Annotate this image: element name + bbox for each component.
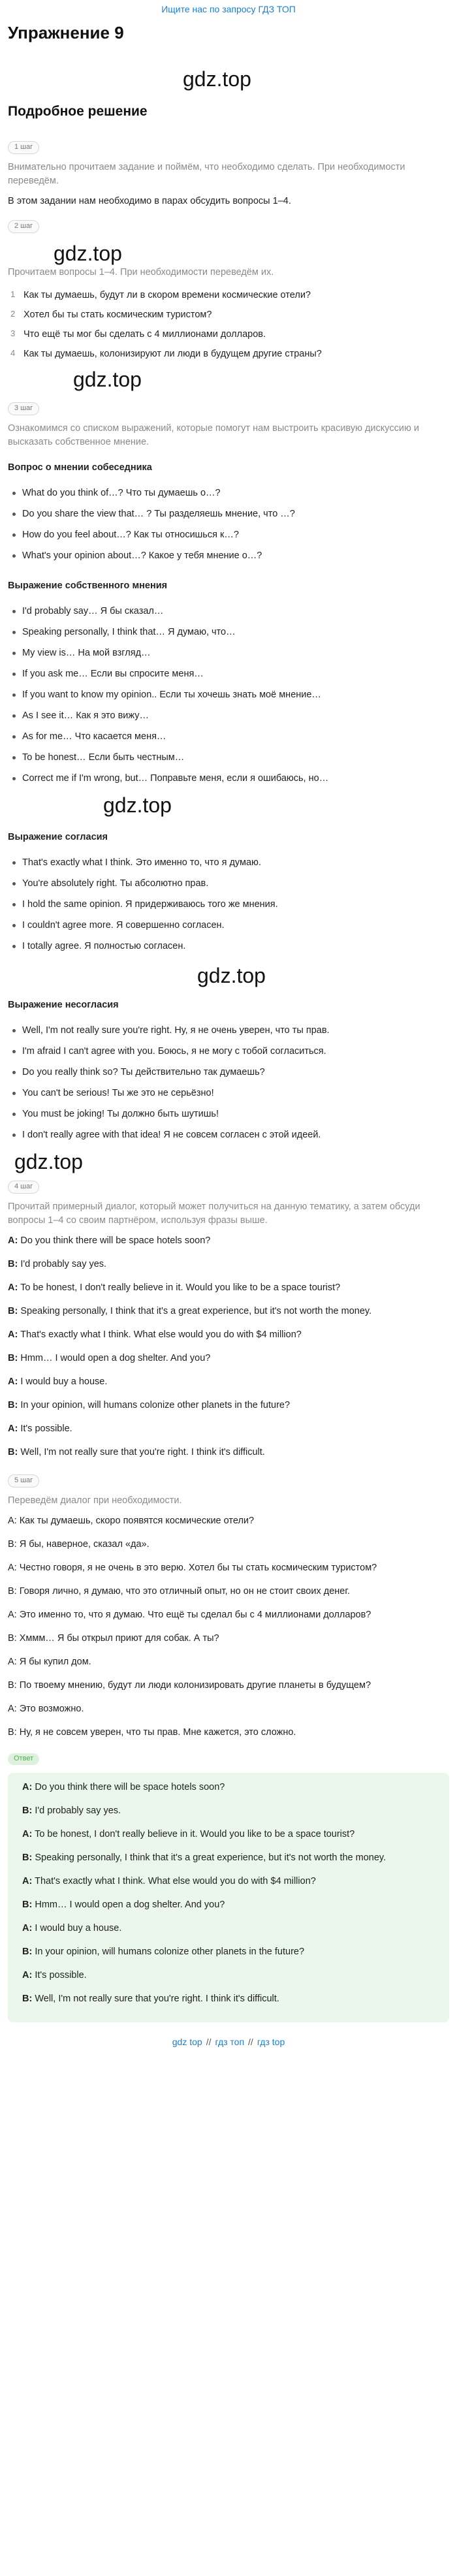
list-item: You must be joking! Ты должно быть шутишь! xyxy=(8,1105,449,1126)
item-text: Как ты думаешь, будут ли в скором времени космические отели? xyxy=(24,290,311,301)
list-item: Do you really think so? Ты действительно так думаешь? xyxy=(8,1063,449,1084)
dialogue-line xyxy=(8,1702,449,1721)
list-item: You can't be serious! Ты же это не серьёзно! xyxy=(8,1084,449,1105)
dialogue-line xyxy=(8,1446,449,1464)
answer-box xyxy=(8,1773,449,2022)
speaker: В: xyxy=(8,1727,17,1738)
list-item: You're absolutely right. Ты абсолютно прав. xyxy=(8,874,449,895)
line-text: Do you think there will be space hotels soon? xyxy=(20,1235,211,1247)
speaker: А: xyxy=(8,1516,17,1527)
watermark: gdz.top xyxy=(197,964,266,988)
item-number: 4 xyxy=(10,348,16,358)
speaker: B: xyxy=(22,1805,33,1817)
speaker: А: xyxy=(8,1657,17,1668)
answer-badge: Ответ xyxy=(8,1753,39,1765)
dialogue-line xyxy=(8,1305,449,1323)
dialogue-line xyxy=(8,1538,449,1556)
line-text: Well, I'm not really sure that you're right. I think it's difficult. xyxy=(35,1994,279,2005)
dialogue-line xyxy=(8,1608,449,1627)
speaker: A: xyxy=(8,1423,18,1435)
dialogue-line xyxy=(22,1969,440,1987)
list-item: Correct me if I'm wrong, but… Поправьте меня, если я ошибаюсь, но… xyxy=(8,769,449,790)
separator: // xyxy=(206,2037,212,2048)
speaker: B: xyxy=(22,1852,33,1864)
list-item: As I see it… Как я это вижу… xyxy=(8,707,449,727)
footer-link-gdz-top-ru[interactable]: гдз топ xyxy=(215,2037,245,2048)
watermark: gdz.top xyxy=(14,1150,83,1174)
speaker: B: xyxy=(22,1900,33,1911)
watermark-row xyxy=(8,60,449,93)
line-text: Well, I'm not really sure that you're right. I think it's difficult. xyxy=(20,1447,265,1458)
line-text: По твоему мнению, будут ли люди колонизировать другие планеты в будущем? xyxy=(19,1680,371,1691)
step-description: Ознакомимся со списком выражений, которые помогут нам выстроить красивую дискуссию и высказать собственное мнение. xyxy=(8,423,419,448)
line-text: Это возможно. xyxy=(19,1704,84,1715)
speaker: А: xyxy=(8,1704,17,1715)
line-text: I'd probably say yes. xyxy=(35,1805,121,1817)
speaker: B: xyxy=(8,1259,18,1270)
line-text: Hmm… I would open a dog shelter. And you? xyxy=(20,1353,211,1364)
speaker: A: xyxy=(22,1876,33,1887)
top-search-link[interactable]: Ищите нас по запросу ГДЗ ТОП xyxy=(161,4,296,14)
line-text: Это именно то, что я думаю. Что ещё ты сделал бы с 4 миллионами долларов? xyxy=(19,1610,371,1621)
speaker: A: xyxy=(8,1329,18,1341)
speaker: B: xyxy=(8,1447,18,1458)
line-text: Do you think there will be space hotels soon? xyxy=(35,1782,225,1793)
list-item: That's exactly what I think. Это именно то, что я думаю. xyxy=(8,853,449,874)
dialogue xyxy=(8,1234,449,1464)
speaker: A: xyxy=(22,1829,33,1840)
step-badge: 5 шаг xyxy=(8,1474,39,1487)
solution-heading: Подробное решение xyxy=(8,103,148,119)
speaker: A: xyxy=(8,1282,18,1294)
list-item: Speaking personally, I think that… Я думаю, что… xyxy=(8,623,449,644)
watermark: gdz.top xyxy=(103,793,172,818)
line-text: Я бы купил дом. xyxy=(19,1657,91,1668)
line-text: It's possible. xyxy=(20,1423,72,1435)
dialogue-line xyxy=(8,1514,449,1533)
list-item: As for me… Что касается меня… xyxy=(8,727,449,748)
step-description: Прочитай примерный диалог, который может получиться на данную тематику, а затем обсуди вопросы 1–4 со своим партнёром, используя фразы выше. xyxy=(8,1201,420,1226)
line-text: Как ты думаешь, скоро появятся космические отели? xyxy=(19,1516,255,1527)
step-description: Прочитаем вопросы 1–4. При необходимости переведём их. xyxy=(8,267,274,278)
step-4 xyxy=(8,1175,449,1464)
line-text: It's possible. xyxy=(35,1970,87,1981)
dialogue-line xyxy=(22,1875,440,1893)
watermark-row xyxy=(8,958,449,987)
phrase-list xyxy=(8,1021,449,1147)
speaker: B: xyxy=(22,1994,33,2005)
list-item: If you want to know my opinion.. Если ты хочешь знать моё мнение… xyxy=(8,686,449,707)
section-heading: Выражение согласия xyxy=(8,832,108,843)
list-item: I don't really agree with that idea! Я не совсем согласен с этой идеей. xyxy=(8,1126,449,1147)
list-item: Well, I'm not really sure you're right. Ну, я не очень уверен, что ты прав. xyxy=(8,1021,449,1042)
dialogue-line xyxy=(22,1898,440,1916)
line-text: In your opinion, will humans colonize other planets in the future? xyxy=(20,1400,291,1411)
list-item: What do you think of…? Что ты думаешь о…? xyxy=(8,484,449,505)
line-text: Я бы, наверное, сказал «да». xyxy=(19,1539,150,1550)
list-item: If you ask me… Если вы спросите меня… xyxy=(8,665,449,686)
list-item: I'm afraid I can't agree with you. Боюсь, я не могу с тобой согласиться. xyxy=(8,1042,449,1063)
step-badge: 1 шаг xyxy=(8,141,39,154)
step-5 xyxy=(8,1469,449,1744)
section-heading: Выражение несогласия xyxy=(8,1000,119,1011)
dialogue-line xyxy=(8,1655,449,1674)
watermark: gdz.top xyxy=(54,242,122,266)
list-item: I hold the same opinion. Я придерживаюсь того же мнения. xyxy=(8,895,449,916)
watermark: gdz.top xyxy=(183,67,251,91)
line-text: Честно говоря, я не очень в это верю. Хотел бы ты стать космическим туристом? xyxy=(19,1563,377,1574)
line-text: To be honest, I don't really believe in it. Would you like to be a space tourist? xyxy=(20,1282,341,1294)
list-item: Do you share the view that… ? Ты разделяешь мнение, что …? xyxy=(8,505,449,526)
step-badge: 3 шаг xyxy=(8,402,39,415)
speaker: В: xyxy=(8,1680,17,1691)
watermark-row xyxy=(8,790,449,819)
line-text: Говоря лично, я думаю, что это отличный опыт, но он не стоит своих денег. xyxy=(19,1586,350,1597)
list-item: My view is… На мой взгляд… xyxy=(8,644,449,665)
line-text: Ну, я не совсем уверен, что ты прав. Мне кажется, это сложно. xyxy=(19,1727,296,1738)
dialogue-line xyxy=(8,1726,449,1744)
dialogue-line xyxy=(8,1585,449,1603)
line-text: Speaking personally, I think that it's a great experience, but it's not worth the money. xyxy=(20,1306,372,1317)
step-badge: 4 шаг xyxy=(8,1181,39,1194)
dialogue-line xyxy=(8,1375,449,1393)
speaker: А: xyxy=(8,1563,17,1574)
list-item xyxy=(8,306,449,325)
list-item xyxy=(8,345,449,364)
line-text: Speaking personally, I think that it's a great experience, but it's not worth the money. xyxy=(35,1852,386,1864)
dialogue-line xyxy=(8,1679,449,1697)
speaker: B: xyxy=(22,1947,33,1958)
dialogue-line xyxy=(8,1632,449,1650)
list-item: What's your opinion about…? Какое у тебя мнение о…? xyxy=(8,547,449,567)
step-description: Внимательно прочитаем задание и поймём, что необходимо сделать. При необходимости переведём. xyxy=(8,162,405,187)
speaker: B: xyxy=(8,1353,18,1364)
dialogue-line xyxy=(8,1561,449,1580)
phrase-list xyxy=(8,853,449,958)
watermark: gdz.top xyxy=(73,368,142,392)
list-item: How do you feel about…? Как ты относишься к…? xyxy=(8,526,449,547)
speaker: В: xyxy=(8,1539,17,1550)
item-number: 1 xyxy=(10,289,16,300)
page-title: Упражнение 9 xyxy=(8,23,124,43)
dialogue-line xyxy=(8,1328,449,1346)
list-item: I couldn't agree more. Я совершенно согласен. xyxy=(8,916,449,937)
step-3 xyxy=(8,397,449,1175)
speaker: A: xyxy=(22,1923,33,1934)
line-text: I would buy a house. xyxy=(20,1376,108,1388)
speaker: A: xyxy=(8,1376,18,1388)
line-text: In your opinion, will humans colonize other planets in the future? xyxy=(35,1947,305,1958)
dialogue-line xyxy=(8,1399,449,1417)
step-2 xyxy=(8,215,449,397)
item-number: 3 xyxy=(10,328,16,339)
speaker: A: xyxy=(22,1970,33,1981)
speaker: B: xyxy=(8,1400,18,1411)
dialogue-line xyxy=(22,1922,440,1940)
speaker: B: xyxy=(8,1306,18,1317)
phrase-list xyxy=(8,484,449,567)
footer-links xyxy=(8,2029,449,2058)
line-text: Hmm… I would open a dog shelter. And you? xyxy=(35,1900,225,1911)
dialogue-line xyxy=(8,1281,449,1299)
section-heading: Вопрос о мнении собеседника xyxy=(8,462,152,473)
dialogue-line xyxy=(22,1781,440,1799)
dialogue-line xyxy=(22,1804,440,1822)
dialogue-line xyxy=(8,1422,449,1440)
speaker: A: xyxy=(8,1235,18,1247)
speaker: А: xyxy=(8,1610,17,1621)
line-text: To be honest, I don't really believe in it. Would you like to be a space tourist? xyxy=(35,1829,355,1840)
dialogue-line xyxy=(22,1992,440,2011)
footer-link-gdz-top[interactable]: gdz top xyxy=(172,2037,202,2048)
questions-list xyxy=(8,286,449,364)
speaker: A: xyxy=(22,1782,33,1793)
dialogue-line xyxy=(8,1352,449,1370)
line-text: That's exactly what I think. What else would you do with $4 million? xyxy=(35,1876,316,1887)
line-text: I'd probably say yes. xyxy=(20,1259,107,1270)
line-text: That's exactly what I think. What else would you do with $4 million? xyxy=(20,1329,302,1341)
step-badge: 2 шаг xyxy=(8,220,39,233)
section-heading: Выражение собственного мнения xyxy=(8,580,168,592)
speaker: В: xyxy=(8,1586,17,1597)
list-item: I totally agree. Я полностью согласен. xyxy=(8,937,449,958)
line-text: Хммм… Я бы открыл приют для собак. А ты? xyxy=(19,1633,219,1644)
footer-link-gdz-top-mixed[interactable]: гдз top xyxy=(257,2037,285,2048)
dialogue-line xyxy=(22,1828,440,1846)
dialogue-line xyxy=(8,1234,449,1252)
line-text: I would buy a house. xyxy=(35,1923,122,1934)
list-item: To be honest… Если быть честным… xyxy=(8,748,449,769)
speaker: В: xyxy=(8,1633,17,1644)
dialogue-translation xyxy=(8,1514,449,1744)
item-text: Что ещё ты мог бы сделать с 4 миллионами долларов. xyxy=(24,329,266,340)
phrase-list xyxy=(8,602,449,790)
dialogue-line xyxy=(22,1945,440,1964)
step-text: В этом задании нам необходимо в парах обсудить вопросы 1–4. xyxy=(8,196,291,207)
watermark-row xyxy=(8,240,449,266)
list-item: I'd probably say… Я бы сказал… xyxy=(8,602,449,623)
item-number: 2 xyxy=(10,309,16,319)
separator: // xyxy=(248,2037,253,2048)
list-item xyxy=(8,325,449,345)
dialogue-line xyxy=(22,1851,440,1869)
watermark-row xyxy=(8,1147,449,1175)
list-item xyxy=(8,286,449,306)
step-description: Переведём диалог при необходимости. xyxy=(8,1495,182,1506)
answer-section xyxy=(8,1749,449,2022)
dialogue-line xyxy=(8,1258,449,1276)
step-1 xyxy=(8,136,449,208)
item-text: Как ты думаешь, колонизируют ли люди в будущем другие страны? xyxy=(24,349,322,360)
item-text: Хотел бы ты стать космическим туристом? xyxy=(24,310,212,321)
watermark-row xyxy=(8,364,449,397)
